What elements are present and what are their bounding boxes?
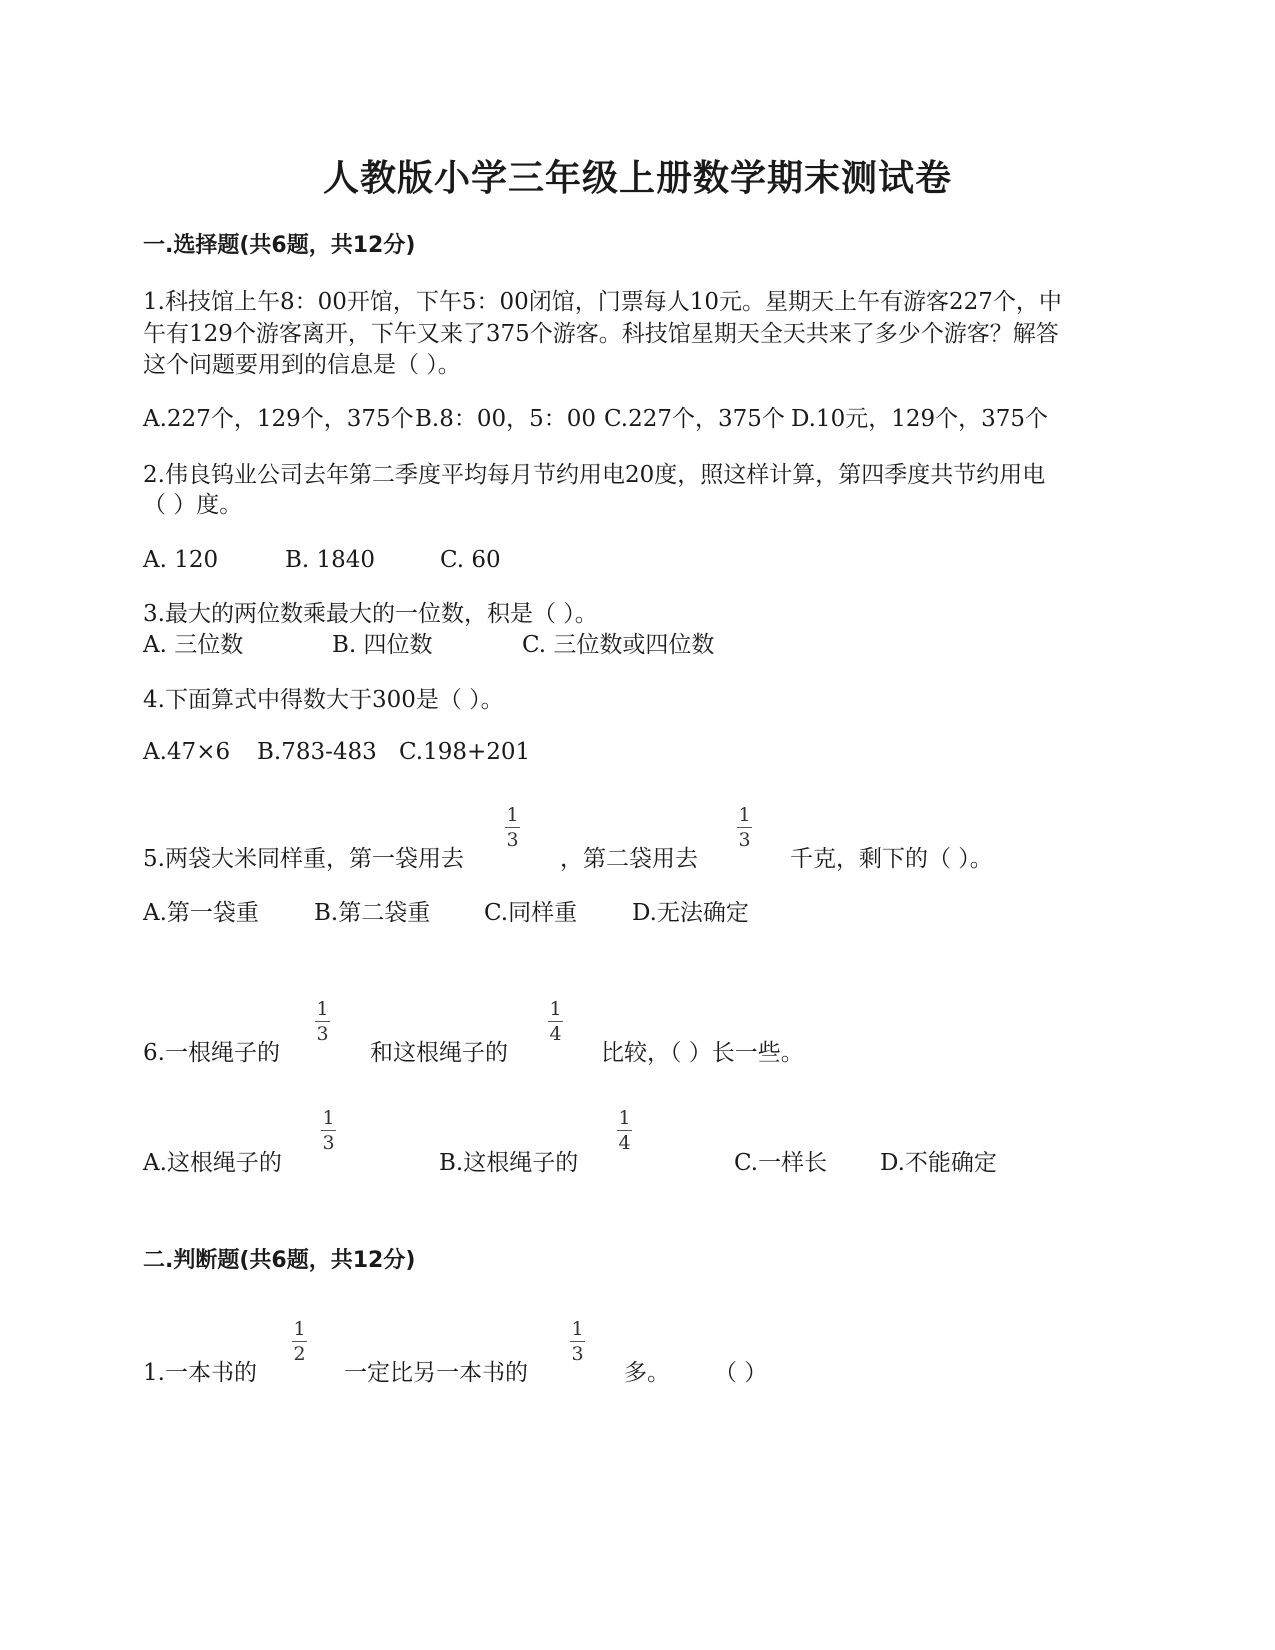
question-5-text-3: 千克，剩下的（ ）。 bbox=[790, 846, 993, 872]
question-6-option-c: C.一样长 bbox=[734, 1150, 828, 1176]
fraction-denominator: 3 bbox=[322, 1132, 335, 1154]
fraction-denominator: 3 bbox=[571, 1343, 584, 1365]
fraction bbox=[315, 999, 330, 1044]
question-1-line-1: 1.科技馆上午8：00开馆，下午5：00闭馆，门票每人10元。星期天上午有游客227个，中 bbox=[143, 289, 1062, 315]
fraction bbox=[505, 805, 520, 850]
question-4-option-a: A.47×6 bbox=[143, 739, 231, 765]
question-2-line-2: （ ）度。 bbox=[143, 492, 243, 518]
question-5-text-2: ，第二袋用去 bbox=[560, 846, 698, 872]
question-3-option-b: B. 四位数 bbox=[332, 632, 433, 658]
question-1-option-d: D.10元，129个，375个 bbox=[791, 406, 1048, 432]
question-2-option-c: C. 60 bbox=[440, 547, 501, 573]
question-6-option-a: A.这根绳子的 bbox=[143, 1150, 282, 1176]
question-5-option-a: A.第一袋重 bbox=[143, 900, 259, 926]
fraction-numerator: 1 bbox=[571, 1318, 584, 1340]
question-6-text-3: 比较，（ ）长一些。 bbox=[601, 1040, 804, 1066]
answer-parenthesis: （ ） bbox=[714, 1360, 768, 1386]
question-1-option-c: C.227个，375个 bbox=[604, 406, 785, 432]
fraction-bar bbox=[617, 1130, 632, 1131]
fraction-numerator: 1 bbox=[316, 998, 329, 1020]
question-2-line-1: 2.伟良钨业公司去年第二季度平均每月节约用电20度，照这样计算，第四季度共节约用电 bbox=[143, 462, 1046, 488]
question-4-line-1: 4.下面算式中得数大于300是（ ）。 bbox=[143, 687, 504, 713]
fraction-numerator: 1 bbox=[293, 1318, 306, 1340]
question-1-option-b: B.8：00，5：00 bbox=[415, 406, 597, 432]
question-3-option-a: A. 三位数 bbox=[143, 632, 244, 658]
question-5-option-b: B.第二袋重 bbox=[314, 900, 431, 926]
fraction bbox=[737, 805, 752, 850]
fraction-numerator: 1 bbox=[322, 1107, 335, 1129]
question-5-option-c: C.同样重 bbox=[484, 900, 578, 926]
fraction-bar bbox=[505, 827, 520, 828]
fraction-bar bbox=[737, 827, 752, 828]
fraction bbox=[570, 1319, 585, 1364]
fraction bbox=[321, 1108, 336, 1153]
fraction-denominator: 4 bbox=[549, 1023, 562, 1045]
question-1-line-2: 午有129个游客离开，下午又来了375个游客。科技馆星期天全天共来了多少个游客？解答 bbox=[143, 321, 1059, 347]
question-4-option-c: C.198+201 bbox=[399, 739, 531, 765]
fraction-denominator: 4 bbox=[618, 1132, 631, 1154]
question-2-option-b: B. 1840 bbox=[285, 547, 376, 573]
question-6-text-1: 6.一根绳子的 bbox=[143, 1040, 280, 1066]
section-heading-choice: 一.选择题(共6题，共12分) bbox=[143, 233, 416, 258]
question-2-option-a: A. 120 bbox=[143, 547, 219, 573]
question-1-option-a: A.227个，129个，375个 bbox=[143, 406, 414, 432]
question-3-line-1: 3.最大的两位数乘最大的一位数，积是（ ）。 bbox=[143, 601, 598, 627]
fraction-denominator: 3 bbox=[316, 1023, 329, 1045]
fraction-numerator: 1 bbox=[618, 1107, 631, 1129]
question-6-option-d: D.不能确定 bbox=[880, 1150, 997, 1176]
judgment-1-text-2: 一定比另一本书的 bbox=[344, 1360, 528, 1386]
fraction-numerator: 1 bbox=[738, 804, 751, 826]
question-1-line-3: 这个问题要用到的信息是（ ）。 bbox=[143, 352, 461, 378]
fraction-denominator: 3 bbox=[506, 829, 519, 851]
fraction-numerator: 1 bbox=[506, 804, 519, 826]
page-title: 人教版小学三年级上册数学期末测试卷 bbox=[322, 158, 952, 199]
question-5-text-1: 5.两袋大米同样重，第一袋用去 bbox=[143, 846, 464, 872]
question-4-option-b: B.783-483 bbox=[257, 739, 377, 765]
fraction-denominator: 2 bbox=[293, 1343, 306, 1365]
fraction-denominator: 3 bbox=[738, 829, 751, 851]
question-6-option-b: B.这根绳子的 bbox=[439, 1150, 579, 1176]
fraction bbox=[292, 1319, 307, 1364]
fraction-bar bbox=[321, 1130, 336, 1131]
judgment-1-text-1: 1.一本书的 bbox=[143, 1360, 257, 1386]
fraction-bar bbox=[292, 1341, 307, 1342]
section-heading-judgment: 二.判断题(共6题，共12分) bbox=[143, 1248, 416, 1273]
judgment-1-text-3: 多。 bbox=[624, 1360, 670, 1386]
question-6-text-2: 和这根绳子的 bbox=[370, 1040, 508, 1066]
fraction-bar bbox=[548, 1021, 563, 1022]
fraction bbox=[617, 1108, 632, 1153]
fraction bbox=[548, 999, 563, 1044]
fraction-numerator: 1 bbox=[549, 998, 562, 1020]
question-5-option-d: D.无法确定 bbox=[632, 900, 749, 926]
fraction-bar bbox=[570, 1341, 585, 1342]
fraction-bar bbox=[315, 1021, 330, 1022]
question-3-option-c: C. 三位数或四位数 bbox=[522, 632, 715, 658]
